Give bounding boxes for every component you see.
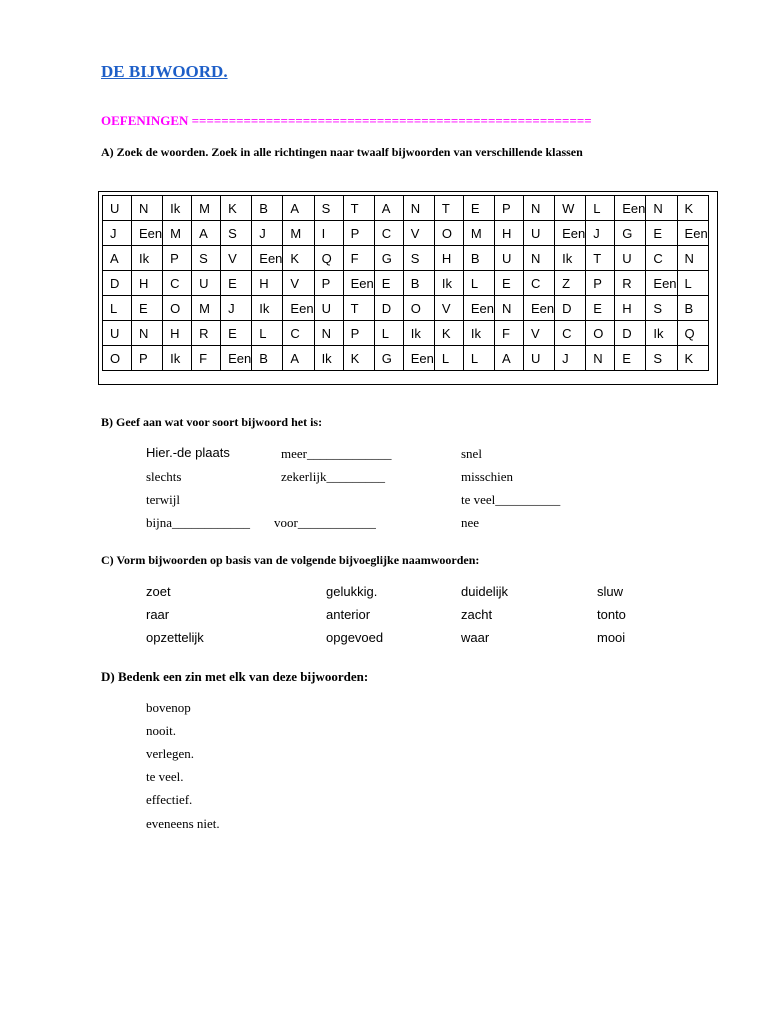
grid-cell: E <box>463 196 494 221</box>
grid-cell: D <box>103 271 132 296</box>
grid-cell: J <box>586 221 615 246</box>
grid-cell: M <box>192 296 221 321</box>
grid-cell: N <box>132 196 163 221</box>
grid-cell: N <box>523 196 554 221</box>
grid-cell: N <box>403 196 434 221</box>
grid-cell: P <box>132 346 163 371</box>
grid-cell: L <box>252 321 283 346</box>
grid-cell: S <box>403 246 434 271</box>
grid-cell: U <box>494 246 523 271</box>
grid-cell: Q <box>314 246 343 271</box>
grid-cell: Een <box>555 221 586 246</box>
page-title: DE BIJWOORD. <box>101 62 228 81</box>
grid-cell: C <box>555 321 586 346</box>
grid-cell: P <box>163 246 192 271</box>
grid-cell: E <box>221 321 252 346</box>
grid-cell: Ik <box>646 321 677 346</box>
grid-cell: J <box>252 221 283 246</box>
grid-row <box>103 221 709 246</box>
grid-cell: U <box>192 271 221 296</box>
b-item-bijna: bijna____________ <box>146 515 250 530</box>
grid-cell: N <box>523 246 554 271</box>
grid-cell: S <box>192 246 221 271</box>
grid-cell: C <box>374 221 403 246</box>
grid-cell: A <box>494 346 523 371</box>
grid-cell: P <box>494 196 523 221</box>
grid-row <box>103 321 709 346</box>
grid-cell: V <box>221 246 252 271</box>
grid-cell: L <box>677 271 708 296</box>
grid-cell: Een <box>343 271 374 296</box>
grid-cell: D <box>555 296 586 321</box>
grid-cell: Q <box>677 321 708 346</box>
b-item-meer: meer_____________ <box>281 446 392 461</box>
d-item: nooit. <box>146 723 176 738</box>
grid-cell: S <box>646 296 677 321</box>
b-item-hier: Hier.-de plaats <box>146 445 230 460</box>
grid-cell: F <box>343 246 374 271</box>
b-item-slechts: slechts <box>146 469 182 484</box>
grid-cell: L <box>586 196 615 221</box>
grid-cell: O <box>434 221 463 246</box>
grid-cell: Ik <box>434 271 463 296</box>
d-item: verlegen. <box>146 746 195 761</box>
grid-cell: E <box>221 271 252 296</box>
c-item: sluw <box>597 584 624 599</box>
grid-cell: S <box>221 221 252 246</box>
c-item: opzettelijk <box>146 630 204 645</box>
grid-cell: E <box>615 346 646 371</box>
grid-cell: V <box>283 271 314 296</box>
c-item: raar <box>146 607 170 622</box>
grid-cell: K <box>283 246 314 271</box>
grid-cell: G <box>615 221 646 246</box>
grid-cell: Ik <box>555 246 586 271</box>
grid-cell: U <box>615 246 646 271</box>
b-item-terwijl: terwijl <box>146 492 180 507</box>
grid-cell: L <box>463 271 494 296</box>
grid-cell: L <box>103 296 132 321</box>
grid-cell: M <box>192 196 221 221</box>
grid-cell: A <box>283 346 314 371</box>
grid-cell: Een <box>252 246 283 271</box>
grid-cell: T <box>343 296 374 321</box>
b-item-voor: voor____________ <box>274 515 376 530</box>
grid-cell: Ik <box>163 346 192 371</box>
grid-cell: Een <box>615 196 646 221</box>
grid-cell: Ik <box>252 296 283 321</box>
grid-cell: K <box>343 346 374 371</box>
grid-cell: J <box>555 346 586 371</box>
grid-cell: R <box>192 321 221 346</box>
d-item: eveneens niet. <box>146 816 220 831</box>
grid-cell: H <box>163 321 192 346</box>
grid-cell: N <box>132 321 163 346</box>
d-item: te veel. <box>146 769 184 784</box>
grid-cell: D <box>374 296 403 321</box>
grid-cell: B <box>403 271 434 296</box>
grid-cell: D <box>615 321 646 346</box>
grid-cell: T <box>434 196 463 221</box>
grid-cell: H <box>494 221 523 246</box>
grid-cell: Een <box>646 271 677 296</box>
grid-cell: T <box>586 246 615 271</box>
c-item: waar <box>461 630 490 645</box>
grid-cell: N <box>494 296 523 321</box>
grid-cell: P <box>314 271 343 296</box>
grid-cell: A <box>374 196 403 221</box>
grid-cell: P <box>343 221 374 246</box>
grid-cell: C <box>523 271 554 296</box>
grid-cell: Ik <box>163 196 192 221</box>
grid-cell: Ik <box>132 246 163 271</box>
grid-cell: L <box>434 346 463 371</box>
grid-cell: M <box>283 221 314 246</box>
grid-cell: K <box>677 196 708 221</box>
section-c-heading: C) Vorm bijwoorden op basis van de volgende bijvoeglijke naamwoorden: <box>101 553 480 567</box>
grid-cell: M <box>163 221 192 246</box>
grid-cell: U <box>523 221 554 246</box>
grid-cell: V <box>434 296 463 321</box>
grid-cell: H <box>252 271 283 296</box>
grid-cell: N <box>677 246 708 271</box>
grid-cell: O <box>163 296 192 321</box>
grid-row <box>103 346 709 371</box>
grid-cell: V <box>523 321 554 346</box>
grid-cell: E <box>132 296 163 321</box>
grid-cell: C <box>646 246 677 271</box>
grid-cell: G <box>374 346 403 371</box>
grid-cell: W <box>555 196 586 221</box>
grid-cell: C <box>283 321 314 346</box>
grid-cell: S <box>314 196 343 221</box>
grid-cell: Een <box>283 296 314 321</box>
grid-cell: H <box>434 246 463 271</box>
d-item: effectief. <box>146 792 193 807</box>
grid-cell: Ik <box>463 321 494 346</box>
grid-cell: M <box>463 221 494 246</box>
grid-cell: L <box>463 346 494 371</box>
b-item-snel: snel <box>461 446 482 461</box>
grid-cell: K <box>434 321 463 346</box>
grid-cell: U <box>314 296 343 321</box>
grid-cell: C <box>163 271 192 296</box>
c-item: mooi <box>597 630 626 645</box>
grid-cell: Een <box>221 346 252 371</box>
grid-cell: Een <box>132 221 163 246</box>
grid-cell: Ik <box>403 321 434 346</box>
grid-row <box>103 246 709 271</box>
c-item: tonto <box>597 607 626 622</box>
grid-cell: J <box>221 296 252 321</box>
grid-cell: F <box>494 321 523 346</box>
grid-cell: P <box>343 321 374 346</box>
c-item: duidelijk <box>461 584 508 599</box>
grid-row <box>103 271 709 296</box>
grid-cell: E <box>374 271 403 296</box>
c-item: zoet <box>146 584 171 599</box>
grid-cell: P <box>586 271 615 296</box>
grid-cell: E <box>494 271 523 296</box>
grid-cell: B <box>252 346 283 371</box>
b-item-teveel: te veel__________ <box>461 492 561 507</box>
grid-cell: L <box>374 321 403 346</box>
grid-cell: N <box>586 346 615 371</box>
d-item: bovenop <box>146 700 191 715</box>
grid-cell: O <box>586 321 615 346</box>
grid-cell: Ik <box>314 346 343 371</box>
section-a-instruction: A) Zoek de woorden. Zoek in alle richtingen naar twaalf bijwoorden van verschillende klassen <box>101 145 583 159</box>
grid-cell: Een <box>463 296 494 321</box>
section-d-heading: D) Bedenk een zin met elk van deze bijwoorden: <box>101 669 369 684</box>
grid-cell: H <box>132 271 163 296</box>
grid-cell: S <box>646 346 677 371</box>
c-item: opgevoed <box>326 630 384 645</box>
grid-cell: B <box>463 246 494 271</box>
c-item: anterior <box>326 607 371 622</box>
grid-cell: F <box>192 346 221 371</box>
grid-cell: O <box>103 346 132 371</box>
grid-cell: V <box>403 221 434 246</box>
grid-cell: A <box>192 221 221 246</box>
grid-cell: I <box>314 221 343 246</box>
grid-cell: A <box>283 196 314 221</box>
b-item-nee: nee <box>461 515 480 530</box>
grid-row <box>103 196 709 221</box>
grid-cell: O <box>403 296 434 321</box>
c-item: zacht <box>461 607 493 622</box>
grid-cell: Een <box>677 221 708 246</box>
grid-cell: E <box>586 296 615 321</box>
b-item-zekerlijk: zekerlijk_________ <box>281 469 385 484</box>
grid-cell: Z <box>555 271 586 296</box>
grid-cell: N <box>646 196 677 221</box>
grid-cell: K <box>221 196 252 221</box>
grid-cell: K <box>677 346 708 371</box>
grid-cell: Een <box>403 346 434 371</box>
grid-cell: B <box>252 196 283 221</box>
grid-cell: H <box>615 296 646 321</box>
grid-cell: J <box>103 221 132 246</box>
grid-cell: Een <box>523 296 554 321</box>
c-item: gelukkig. <box>326 584 378 599</box>
grid-cell: N <box>314 321 343 346</box>
word-search-grid <box>102 195 709 371</box>
grid-cell: E <box>646 221 677 246</box>
grid-cell: B <box>677 296 708 321</box>
grid-cell: U <box>523 346 554 371</box>
exercises-heading: OEFENINGEN ====================================================== <box>101 113 592 128</box>
grid-cell: A <box>103 246 132 271</box>
section-b-heading: B) Geef aan wat voor soort bijwoord het is: <box>101 415 323 429</box>
grid-cell: T <box>343 196 374 221</box>
grid-cell: U <box>103 321 132 346</box>
grid-cell: R <box>615 271 646 296</box>
grid-cell: U <box>103 196 132 221</box>
grid-row <box>103 296 709 321</box>
b-item-misschien: misschien <box>461 469 513 484</box>
grid-cell: G <box>374 246 403 271</box>
